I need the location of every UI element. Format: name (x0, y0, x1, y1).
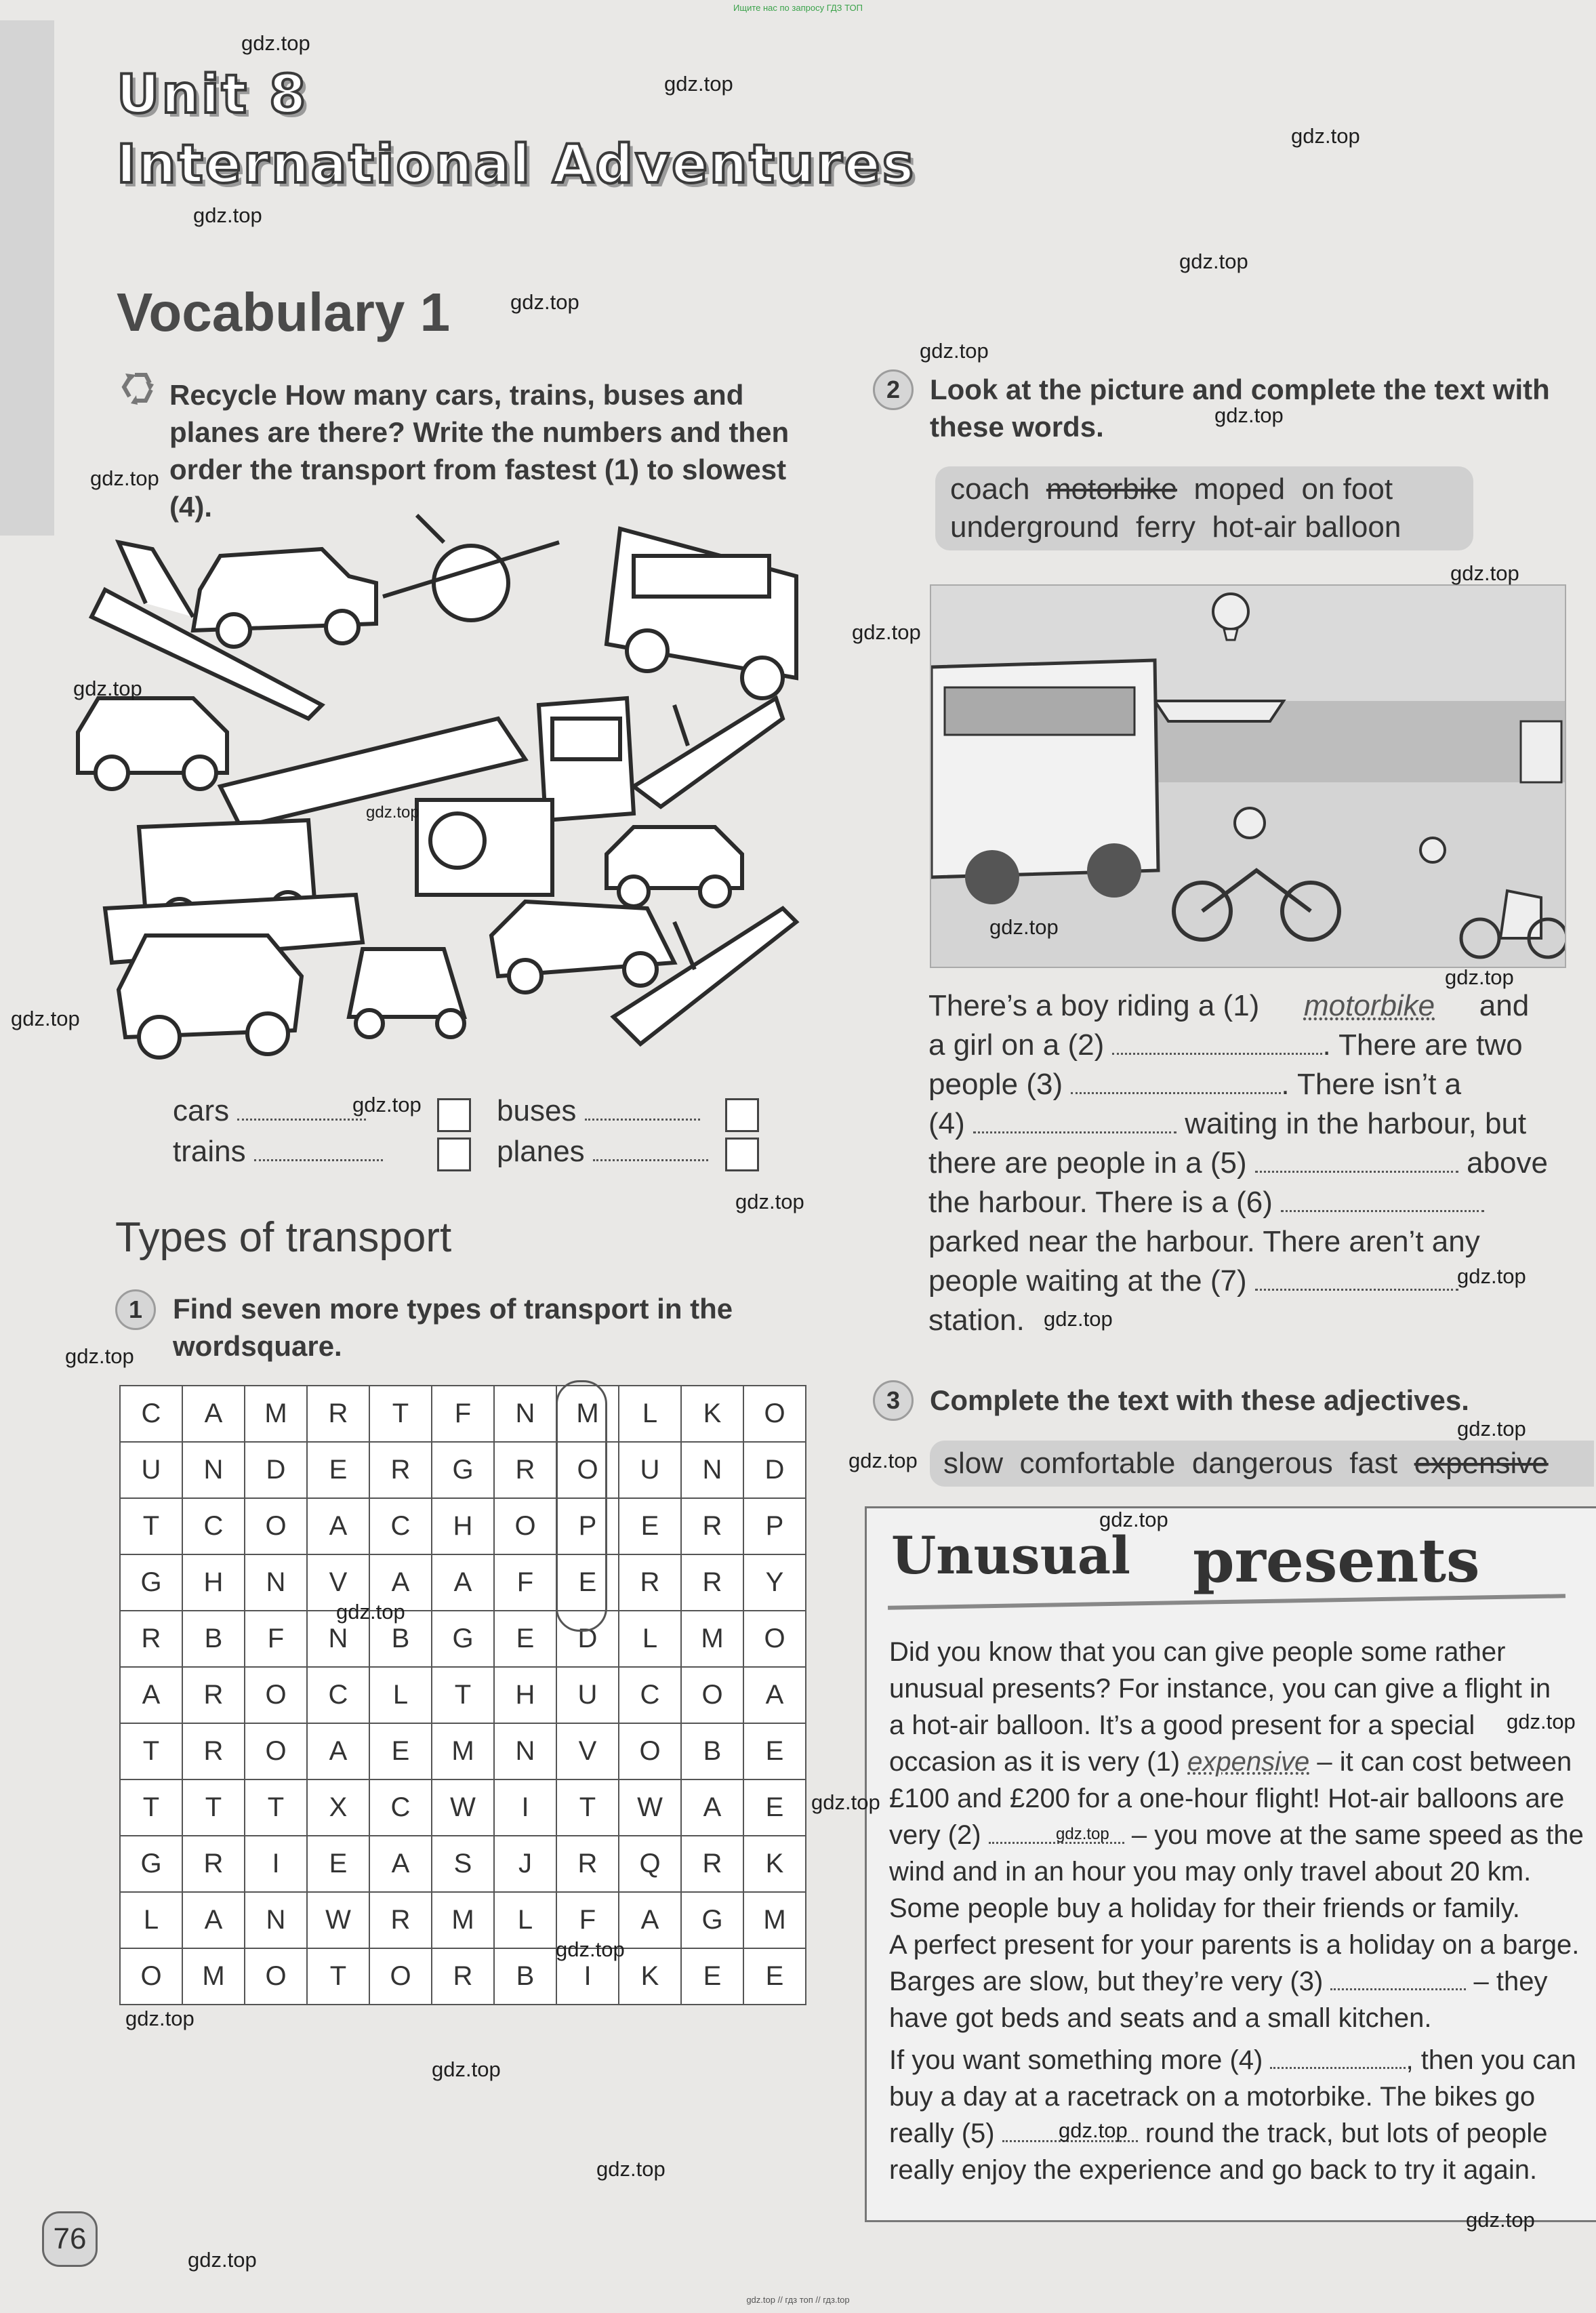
up-line-8: Some people buy a holiday for their friends or family. (889, 1893, 1520, 1923)
exercise-3-instruction: Complete the text with these adjectives. (930, 1384, 1469, 1416)
wordsquare-cell[interactable]: A (369, 1836, 432, 1892)
wordsquare-cell[interactable]: K (743, 1836, 806, 1892)
ex2-line-1 (928, 986, 1572, 1026)
wordsquare-cell[interactable]: O (245, 1723, 307, 1779)
wordsquare-cell[interactable]: T (120, 1779, 182, 1836)
up-line-9: A perfect present for your parents is a holiday on a barge. (889, 1930, 1580, 1960)
wordsquare-cell[interactable]: A (619, 1892, 681, 1948)
wordsquare-cell[interactable]: U (619, 1442, 681, 1498)
wordsquare-cell[interactable]: T (245, 1779, 307, 1836)
wordsquare-cell[interactable]: O (494, 1498, 556, 1554)
wordsquare-cell[interactable]: N (245, 1554, 307, 1611)
ex2-line-8-a: people waiting at the (7) (928, 1264, 1247, 1298)
wordsquare-cell[interactable]: A (182, 1386, 245, 1442)
up-line-13: buy a day at a racetrack on a motorbike. The bikes go (889, 2082, 1536, 2112)
watermark: gdz.top (241, 31, 310, 55)
watermark: gdz.top (65, 1344, 134, 1368)
wordsquare-cell[interactable]: R (681, 1554, 743, 1611)
wordsquare-cell[interactable]: B (182, 1611, 245, 1667)
wordsquare-cell[interactable]: M (432, 1892, 494, 1948)
cars-blank[interactable] (237, 1095, 366, 1121)
answer-1[interactable]: motorbike (1303, 989, 1435, 1022)
watermark: gdz.top (11, 1007, 80, 1030)
wordsquare-cell[interactable]: O (619, 1723, 681, 1779)
exercise-3-wordbox (930, 1441, 1594, 1487)
wordsquare-cell[interactable]: L (369, 1667, 432, 1723)
wordsquare-cell[interactable]: B (369, 1611, 432, 1667)
wordsquare-cell[interactable]: E (743, 1723, 806, 1779)
bottom-note: gdz.top // гдз топ // гдз.top (746, 2295, 850, 2305)
up-line-12 (889, 2042, 1594, 2078)
up-line-1: Did you know that you can give people some rather (889, 1637, 1506, 1667)
blank-4[interactable] (973, 1108, 1176, 1133)
up-line-7: wind and in an hour you may only travel about 20 km. (889, 1857, 1532, 1887)
cars-rank-box[interactable] (437, 1098, 471, 1132)
wordsquare-cell[interactable]: B (494, 1948, 556, 2005)
wordsquare-cell[interactable]: T (556, 1779, 619, 1836)
wordsquare-row (120, 1498, 806, 1554)
wordsquare-cell[interactable]: A (743, 1667, 806, 1723)
wordsquare-cell[interactable]: R (182, 1723, 245, 1779)
word-coach: coach (950, 472, 1030, 506)
wordsquare-cell[interactable]: M (182, 1948, 245, 2005)
wordsquare-cell[interactable]: X (307, 1779, 369, 1836)
watermark: gdz.top (596, 2157, 666, 2181)
up-line-5: £100 and £200 for a one-hour flight! Hot-air balloons are (889, 1784, 1565, 1813)
wordsquare-cell[interactable]: J (494, 1836, 556, 1892)
trains-label: trains (173, 1135, 246, 1168)
watermark: gdz.top (848, 1449, 918, 1472)
wordsquare-cell[interactable]: V (556, 1723, 619, 1779)
wordsquare-cell[interactable]: R (182, 1836, 245, 1892)
unusual-title-a: Unusual (891, 1525, 1130, 1586)
wordsquare-cell[interactable]: R (369, 1442, 432, 1498)
up-line-14-a: really (5) (889, 2118, 995, 2148)
wordsquare-cell[interactable]: E (307, 1836, 369, 1892)
blank-7[interactable] (1255, 1266, 1458, 1291)
word-hot-air-balloon: hot-air balloon (1212, 510, 1401, 544)
trains-blank[interactable] (254, 1136, 383, 1161)
up-line-12-b: , then you can (1406, 2045, 1576, 2075)
word-moped: moped (1193, 472, 1286, 506)
wordsquare-cell[interactable]: B (681, 1723, 743, 1779)
adj-comfortable: comfortable (1019, 1447, 1176, 1480)
wordsquare-cell[interactable]: E (743, 1948, 806, 2005)
exercise-2-instruction: Look at the picture and complete the text with these words. (930, 374, 1550, 443)
wordsquare-cell[interactable]: G (120, 1836, 182, 1892)
wordsquare-cell[interactable]: O (120, 1948, 182, 2005)
ex2-line-4-a: (4) (928, 1107, 965, 1140)
watermark: gdz.top (90, 466, 159, 490)
buses-label: buses (497, 1094, 577, 1127)
wordsquare-cell[interactable]: E (556, 1554, 619, 1611)
up-line-11: have got beds and seats and a small kitchen. (889, 2003, 1432, 2033)
up-line-6 (889, 1817, 1594, 1853)
wordsquare-row (120, 1442, 806, 1498)
wordsquare-cell[interactable]: E (681, 1948, 743, 2005)
up-line-10-b: – they (1473, 1967, 1548, 1996)
wordsquare-cell[interactable]: T (432, 1667, 494, 1723)
wordsquare-cell[interactable]: I (494, 1779, 556, 1836)
up-line-6-a: very (2) (889, 1820, 981, 1850)
example-circle-motorbike (556, 1380, 607, 1632)
watermark: gdz.top (1059, 2118, 1128, 2142)
wordsquare-cell[interactable]: K (619, 1948, 681, 2005)
watermark: gdz.top (1507, 1710, 1576, 1733)
watermark: gdz.top (73, 677, 142, 700)
watermark: gdz.top (1457, 1264, 1526, 1288)
adj-dangerous: dangerous (1191, 1447, 1333, 1480)
unit-number: Unit 8 (117, 64, 308, 125)
wordsquare-cell[interactable]: O (245, 1667, 307, 1723)
wordsquare-cell[interactable]: G (120, 1554, 182, 1611)
wordsquare-cell[interactable]: R (681, 1836, 743, 1892)
wordsquare-cell[interactable]: F (432, 1386, 494, 1442)
wordsquare-cell[interactable]: O (743, 1386, 806, 1442)
watermark: gdz.top (125, 2007, 195, 2030)
up-line-14-b: round the track, but lots of people (1145, 2118, 1548, 2148)
blank-2[interactable] (1112, 1030, 1322, 1055)
wordsquare-cell[interactable]: U (120, 1442, 182, 1498)
count-planes (497, 1132, 708, 1171)
wordsquare-cell[interactable]: T (120, 1723, 182, 1779)
wordsquare-cell[interactable]: M (432, 1723, 494, 1779)
wordsquare-cell[interactable]: E (743, 1779, 806, 1836)
wordsquare-grid (119, 1385, 806, 2005)
watermark: gdz.top (556, 1937, 625, 1961)
wordsquare-row (120, 1611, 806, 1667)
wordsquare-cell[interactable]: A (307, 1723, 369, 1779)
wordsquare-cell[interactable]: M (681, 1611, 743, 1667)
watermark: gdz.top (1466, 2208, 1535, 2232)
wordsquare-row (120, 1667, 806, 1723)
up-line-3: a hot-air balloon. It’s a good present for a special (889, 1710, 1475, 1740)
adj-blank-4[interactable] (1270, 2044, 1406, 2069)
wordsquare-cell[interactable]: W (619, 1779, 681, 1836)
wordsquare-cell[interactable]: N (494, 1386, 556, 1442)
watermark: gdz.top (188, 2248, 257, 2272)
wordsquare-cell[interactable]: N (182, 1442, 245, 1498)
wordsquare-cell[interactable]: E (369, 1723, 432, 1779)
wordsquare-cell[interactable]: L (120, 1892, 182, 1948)
wordsquare-cell[interactable]: R (432, 1948, 494, 2005)
watermark: gdz.top (1291, 124, 1360, 148)
wordsquare-cell[interactable]: A (120, 1667, 182, 1723)
count-trains (173, 1132, 383, 1171)
watermark: gdz.top (920, 339, 989, 363)
wordbox-line-1 (950, 470, 1458, 508)
wordsquare-cell[interactable]: Y (743, 1554, 806, 1611)
wordsquare-cell[interactable]: K (681, 1386, 743, 1442)
wordsquare-cell[interactable]: N (245, 1892, 307, 1948)
ex2-line-9: station. (928, 1304, 1025, 1337)
watermark: gdz.top (366, 803, 420, 822)
transport-illustration (64, 502, 810, 1071)
wordsquare-cell[interactable]: I (245, 1836, 307, 1892)
recycle-label: Recycle (169, 379, 277, 411)
wordsquare-cell[interactable]: R (369, 1892, 432, 1948)
ex2-line-3-a: people (3) (928, 1068, 1063, 1101)
wordsquare-cell[interactable]: G (432, 1442, 494, 1498)
wordsquare-cell[interactable]: M (245, 1386, 307, 1442)
up-line-4 (889, 1744, 1594, 1780)
wordsquare-cell[interactable]: N (681, 1442, 743, 1498)
blank-5[interactable] (1255, 1148, 1458, 1173)
wordsquare-row (120, 1779, 806, 1836)
wordsquare-cell[interactable]: T (307, 1948, 369, 2005)
ex2-line-2-b: . There are two (1322, 1028, 1523, 1062)
watermark: gdz.top (852, 620, 921, 644)
wordsquare-cell[interactable]: R (681, 1498, 743, 1554)
watermark: gdz.top (1214, 403, 1284, 427)
wordsquare-cell[interactable]: A (432, 1554, 494, 1611)
exercise-3-number: 3 (873, 1380, 914, 1421)
vocabulary-heading: Vocabulary 1 (117, 282, 451, 342)
buses-blank[interactable] (585, 1095, 700, 1121)
wordsquare-cell[interactable]: C (120, 1386, 182, 1442)
wordsquare-cell[interactable]: I (556, 1948, 619, 2005)
wordsquare-cell[interactable]: L (619, 1386, 681, 1442)
wordsquare-row (120, 1948, 806, 2005)
wordsquare-cell[interactable]: W (307, 1892, 369, 1948)
wordsquare-cell[interactable]: N (307, 1611, 369, 1667)
wordsquare-cell[interactable]: D (556, 1611, 619, 1667)
watermark: gdz.top (1457, 1417, 1526, 1441)
word-underground: underground (950, 510, 1120, 544)
adj-expensive: expensive (1414, 1447, 1549, 1480)
recycle-text: How many cars, trains, buses and planes are there? Write the numbers and then order the transport from fastest (1) to slowest (4). (169, 379, 790, 523)
wordsquare-cell[interactable]: H (432, 1498, 494, 1554)
wordsquare-cell[interactable]: T (182, 1779, 245, 1836)
wordsquare-row (120, 1554, 806, 1611)
word-on-foot: on foot (1301, 472, 1393, 506)
ex2-line-1-a: There’s a boy riding a (1) (928, 989, 1260, 1022)
ex2-line-2 (928, 1026, 1572, 1065)
wordsquare-cell[interactable]: R (120, 1611, 182, 1667)
adj-blank-3[interactable] (1330, 1965, 1466, 1990)
word-motorbike: motorbike (1046, 472, 1178, 506)
wordsquare-cell[interactable]: E (307, 1442, 369, 1498)
planes-label: planes (497, 1135, 585, 1168)
wordsquare-row (120, 1386, 806, 1442)
adj-fast: fast (1349, 1447, 1398, 1480)
watermark: gdz.top (1044, 1307, 1113, 1331)
word-ferry: ferry (1136, 510, 1195, 544)
watermark: gdz.top (1450, 561, 1519, 585)
wordsquare-cell[interactable]: O (556, 1442, 619, 1498)
wordsquare-cell[interactable]: M (743, 1892, 806, 1948)
wordsquare-cell[interactable]: U (556, 1667, 619, 1723)
wordsquare-cell[interactable]: E (619, 1498, 681, 1554)
watermark: gdz.top (664, 72, 733, 96)
up-line-2: unusual presents? For instance, you can give a flight in (889, 1674, 1551, 1704)
wordsquare-cell[interactable]: R (307, 1386, 369, 1442)
unusual-presents-text (889, 1634, 1594, 2188)
up-line-6-b: – you move at the same speed as the (1131, 1820, 1584, 1850)
wordsquare-cell[interactable]: C (619, 1667, 681, 1723)
count-buses (497, 1091, 700, 1131)
blank-3[interactable] (1071, 1069, 1281, 1094)
exercise-2-wordbox (935, 466, 1473, 550)
up-line-15: really enjoy the experience and go back to try it again. (889, 2155, 1538, 2185)
watermark: gdz.top (1056, 1825, 1109, 1843)
wordsquare-row (120, 1836, 806, 1892)
top-note: Ищите нас по запросу ГДЗ ТОП (733, 3, 863, 13)
up-line-4-a: occasion as it is very (1) (889, 1747, 1181, 1777)
wordbox-line-2 (950, 508, 1458, 546)
count-cars (173, 1091, 366, 1131)
wordsquare-cell[interactable]: A (369, 1554, 432, 1611)
unusual-title-b: presents (1193, 1525, 1480, 1596)
ex2-line-4 (928, 1104, 1572, 1144)
wordsquare-cell[interactable]: T (369, 1386, 432, 1442)
wordsquare-cell[interactable]: V (307, 1554, 369, 1611)
wordsquare-cell[interactable]: C (307, 1667, 369, 1723)
wordsquare-cell[interactable]: N (494, 1723, 556, 1779)
wordsquare-cell[interactable]: P (556, 1498, 619, 1554)
wordsquare-cell[interactable]: R (556, 1836, 619, 1892)
wordsquare-cell[interactable]: C (369, 1498, 432, 1554)
buses-rank-box[interactable] (725, 1098, 759, 1132)
answer-adj-1[interactable]: expensive (1187, 1747, 1310, 1777)
types-heading: Types of transport (115, 1214, 452, 1261)
ex2-line-7: parked near the harbour. There aren’t any (928, 1225, 1480, 1258)
up-line-4-b: – it can cost between (1317, 1747, 1572, 1777)
exercise-2-number: 2 (873, 369, 914, 410)
up-line-10 (889, 1963, 1594, 2000)
up-line-14 (889, 2115, 1594, 2152)
wordsquare-cell[interactable]: T (120, 1498, 182, 1554)
watermark: gdz.top (735, 1190, 804, 1213)
harbour-picture (930, 584, 1566, 968)
ex2-line-6 (928, 1183, 1572, 1222)
wordsquare-cell[interactable]: O (245, 1498, 307, 1554)
planes-blank[interactable] (593, 1136, 708, 1161)
wordsquare-cell[interactable]: Q (619, 1836, 681, 1892)
ex2-line-3-b: . There isn’t a (1281, 1068, 1462, 1101)
ex2-line-5 (928, 1144, 1572, 1183)
wordsquare (119, 1385, 806, 2005)
ex2-line-1-b: and (1479, 989, 1530, 1022)
wordsquare-cell[interactable]: H (182, 1554, 245, 1611)
unit-title: International Adventures (117, 134, 916, 195)
planes-rank-box[interactable] (725, 1138, 759, 1171)
exercise-1-instruction: Find seven more types of transport in the wordsquare. (173, 1293, 733, 1362)
page-number: 76 (42, 2211, 98, 2267)
watermark: gdz.top (1099, 1508, 1168, 1531)
adj-slow: slow (943, 1447, 1004, 1480)
watermark: gdz.top (1179, 249, 1248, 273)
wordsquare-cell[interactable]: O (681, 1667, 743, 1723)
wordsquare-cell[interactable]: H (494, 1667, 556, 1723)
ex2-line-5-b: above (1467, 1146, 1548, 1180)
ex2-line-4-b: waiting in the harbour, but (1185, 1107, 1527, 1140)
up-line-10-a: Barges are slow, but they’re very (3) (889, 1967, 1324, 1996)
exercise-1-number: 1 (115, 1289, 156, 1330)
wordsquare-cell[interactable]: G (432, 1611, 494, 1667)
wordsquare-cell[interactable]: F (556, 1892, 619, 1948)
wordsquare-cell[interactable]: L (619, 1611, 681, 1667)
wordsquare-cell[interactable]: R (494, 1442, 556, 1498)
cars-label: cars (173, 1094, 230, 1127)
watermark: gdz.top (193, 203, 262, 227)
wordsquare-cell[interactable]: M (556, 1386, 619, 1442)
watermark: gdz.top (811, 1790, 880, 1814)
wordsquare-cell[interactable]: O (743, 1611, 806, 1667)
page-edge-shadow (0, 20, 54, 536)
ex2-line-6-a: the harbour. There is a (6) (928, 1186, 1273, 1219)
wordsquare-row (120, 1723, 806, 1779)
watermark: gdz.top (1445, 965, 1514, 989)
up-line-12-a: If you want something more (4) (889, 2045, 1263, 2075)
watermark: gdz.top (352, 1093, 422, 1117)
wordsquare-cell[interactable]: F (245, 1611, 307, 1667)
wordsquare-cell[interactable]: R (619, 1554, 681, 1611)
watermark: gdz.top (336, 1600, 405, 1624)
wordsquare-row (120, 1892, 806, 1948)
ex2-line-5-a: there are people in a (5) (928, 1146, 1247, 1180)
wordsquare-cell[interactable]: R (182, 1667, 245, 1723)
wordsquare-cell[interactable]: A (182, 1892, 245, 1948)
wordsquare-cell[interactable]: E (494, 1611, 556, 1667)
wordsquare-cell[interactable]: W (432, 1779, 494, 1836)
wordsquare-cell[interactable]: A (307, 1498, 369, 1554)
wordsquare-cell[interactable]: L (494, 1892, 556, 1948)
wordsquare-cell[interactable]: A (681, 1779, 743, 1836)
wordsquare-cell[interactable]: P (743, 1498, 806, 1554)
wordsquare-cell[interactable]: F (494, 1554, 556, 1611)
wordsquare-cell[interactable]: O (245, 1948, 307, 2005)
wordsquare-cell[interactable]: C (369, 1779, 432, 1836)
wordsquare-cell[interactable]: D (743, 1442, 806, 1498)
wordsquare-cell[interactable]: C (182, 1498, 245, 1554)
blank-6[interactable] (1281, 1187, 1484, 1212)
watermark: gdz.top (989, 915, 1059, 939)
wordsquare-cell[interactable]: G (681, 1892, 743, 1948)
wordsquare-cell[interactable]: O (369, 1948, 432, 2005)
watermark: gdz.top (432, 2057, 501, 2081)
trains-rank-box[interactable] (437, 1138, 471, 1171)
ex2-line-2-a: a girl on a (2) (928, 1028, 1105, 1062)
recycle-icon (119, 369, 157, 407)
wordsquare-cell[interactable]: S (432, 1836, 494, 1892)
watermark: gdz.top (510, 290, 579, 314)
ex2-line-3 (928, 1065, 1572, 1104)
wordsquare-cell[interactable]: D (245, 1442, 307, 1498)
